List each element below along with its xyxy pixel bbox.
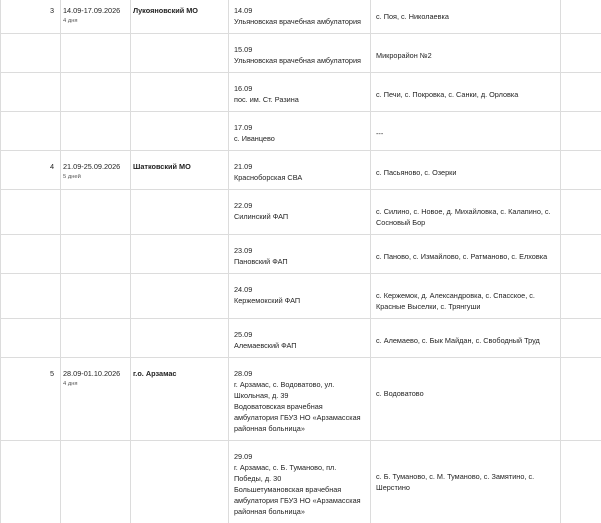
mo-cell [131, 0, 229, 34]
empty-cell [561, 274, 601, 319]
period-days: 5 дней [63, 172, 126, 182]
settlements-cell [371, 34, 561, 73]
visit-date: 29.09 [234, 451, 366, 462]
visit-place-line: Ульяновская врачебная амбулатория [234, 55, 366, 66]
visit-date: 22.09 [234, 200, 366, 211]
row-number-cell [1, 34, 61, 73]
empty-cell [561, 358, 601, 441]
settlements-cell [371, 73, 561, 112]
visit-place-line: Водоватовская врачебная [234, 401, 366, 412]
visit-place-cell [229, 441, 371, 523]
empty-cell [561, 441, 601, 523]
period-cell [61, 358, 131, 441]
visit-place-line: пос. им. Ст. Разина [234, 94, 366, 105]
settlements-cell [371, 112, 561, 151]
mo-cell [131, 235, 229, 274]
settlements-line: Микрорайон №2 [376, 50, 556, 61]
empty-cell [561, 112, 601, 151]
settlements-line: Красные Выселки, с. Трянгуши [376, 301, 556, 312]
mo-name: г.о. Арзамас [131, 358, 228, 385]
settlements-cell [371, 235, 561, 274]
visit-place-line: с. Иванцево [234, 133, 366, 144]
settlements-cell [371, 441, 561, 523]
period-days: 4 дня [63, 379, 126, 389]
visit-place-line: амбулатория ГБУЗ НО «Арзамасская [234, 495, 366, 506]
table-row [1, 358, 601, 441]
settlements-cell [371, 0, 561, 34]
table-row [1, 441, 601, 523]
mo-cell [131, 358, 229, 441]
mo-cell [131, 319, 229, 358]
period-days: 4 дня [63, 16, 126, 26]
visit-place-cell [229, 34, 371, 73]
empty-cell [561, 235, 601, 274]
mo-cell [131, 151, 229, 190]
visit-place-line: Красноборская СВА [234, 172, 366, 183]
empty-cell [561, 151, 601, 190]
settlements-cell [371, 274, 561, 319]
visit-date: 24.09 [234, 284, 366, 295]
table-row [1, 0, 601, 34]
row-number-cell [1, 235, 61, 274]
row-number: 3 [1, 0, 60, 16]
table-row [1, 112, 601, 151]
mo-cell [131, 34, 229, 73]
visit-date: 28.09 [234, 368, 366, 379]
mo-cell [131, 274, 229, 319]
mo-name: Лукояновский МО [131, 0, 228, 22]
visit-date: 21.09 [234, 161, 366, 172]
period-cell [61, 235, 131, 274]
period-dates: 28.09-01.10.2026 [63, 368, 126, 379]
settlements-line: с. Б. Туманово, с. М. Туманово, с. Замятино, с. [376, 471, 556, 482]
empty-cell [561, 0, 601, 34]
visit-place-cell [229, 0, 371, 34]
visit-date: 15.09 [234, 44, 366, 55]
table-row [1, 274, 601, 319]
mo-cell [131, 441, 229, 523]
row-number-cell [1, 112, 61, 151]
visit-place-line: районная больница» [234, 423, 366, 434]
period-cell [61, 319, 131, 358]
visit-date: 16.09 [234, 83, 366, 94]
visit-place-cell [229, 151, 371, 190]
row-number-cell [1, 0, 61, 34]
settlements-line: Сосновый Бор [376, 217, 556, 228]
visit-place-cell [229, 274, 371, 319]
settlements-line: с. Поя, с. Николаевка [376, 11, 556, 22]
table-row [1, 235, 601, 274]
row-number-cell [1, 190, 61, 235]
table-row [1, 151, 601, 190]
row-number-cell [1, 73, 61, 112]
visit-place-cell [229, 112, 371, 151]
visit-date: 23.09 [234, 245, 366, 256]
visit-place-line: Алемаевский ФАП [234, 340, 366, 351]
period-cell [61, 190, 131, 235]
visit-date: 25.09 [234, 329, 366, 340]
table-row [1, 319, 601, 358]
visit-place-cell [229, 190, 371, 235]
visit-place-line: районная больница» [234, 506, 366, 517]
settlements-cell [371, 190, 561, 235]
settlements-line: с. Печи, с. Покровка, с. Санки, д. Орловка [376, 89, 556, 100]
visit-place-cell [229, 358, 371, 441]
visit-place-line: Победы, д. 30 [234, 473, 366, 484]
settlements-cell [371, 151, 561, 190]
period-cell [61, 274, 131, 319]
row-number-cell [1, 358, 61, 441]
mo-name: Шатковский МО [131, 151, 228, 178]
row-number: 4 [1, 151, 60, 172]
settlements-line: Шерстино [376, 482, 556, 493]
visit-place-line: Ульяновская врачебная амбулатория [234, 16, 366, 27]
table-row [1, 34, 601, 73]
row-number-cell [1, 441, 61, 523]
settlements-cell [371, 319, 561, 358]
visit-place-line: Силинский ФАП [234, 211, 366, 222]
mo-cell [131, 73, 229, 112]
visit-place-cell [229, 73, 371, 112]
row-number-cell [1, 319, 61, 358]
schedule-body [1, 0, 601, 523]
period-cell [61, 73, 131, 112]
row-number: 5 [1, 358, 60, 379]
visit-place-cell [229, 235, 371, 274]
period-cell [61, 151, 131, 190]
visit-place-line: Кержемокский ФАП [234, 295, 366, 306]
table-row [1, 73, 601, 112]
mo-cell [131, 190, 229, 235]
mo-cell [131, 112, 229, 151]
visit-place-line: амбулатория ГБУЗ НО «Арзамасская [234, 412, 366, 423]
empty-cell [561, 73, 601, 112]
visit-place-line: г. Арзамас, с. Водоватово, ул. [234, 379, 366, 390]
visit-date: 17.09 [234, 122, 366, 133]
period-cell [61, 0, 131, 34]
visit-place-line: Школьная, д. 39 [234, 390, 366, 401]
empty-cell [561, 34, 601, 73]
row-number-cell [1, 274, 61, 319]
visit-date: 14.09 [234, 5, 366, 16]
settlements-line: с. Кержемок, д. Александровка, с. Спасское, с. [376, 290, 556, 301]
row-number-cell [1, 151, 61, 190]
settlements-line: с. Силино, с. Новое, д. Михайловка, с. Калапино, с. [376, 206, 556, 217]
period-cell [61, 34, 131, 73]
settlements-cell [371, 358, 561, 441]
empty-cell [561, 319, 601, 358]
period-dates: 21.09-25.09.2026 [63, 161, 126, 172]
period-cell [61, 112, 131, 151]
visit-place-cell [229, 319, 371, 358]
visit-place-line: Большетумановская врачебная [234, 484, 366, 495]
period-cell [61, 441, 131, 523]
settlements-line: с. Паново, с. Измайлово, с. Ратманово, с. Елховка [376, 251, 556, 262]
settlements-line: с. Алемаево, с. Бык Майдан, с. Свободный Труд [376, 335, 556, 346]
period-dates: 14.09-17.09.2026 [63, 5, 126, 16]
visit-place-line: г. Арзамас, с. Б. Туманово, пл. [234, 462, 366, 473]
settlements-line: с. Водоватово [376, 388, 556, 399]
empty-cell [561, 190, 601, 235]
settlements-line: --- [376, 128, 556, 139]
table-row [1, 190, 601, 235]
settlements-line: с. Пасьяново, с. Озерки [376, 167, 556, 178]
visit-place-line: Пановский ФАП [234, 256, 366, 267]
